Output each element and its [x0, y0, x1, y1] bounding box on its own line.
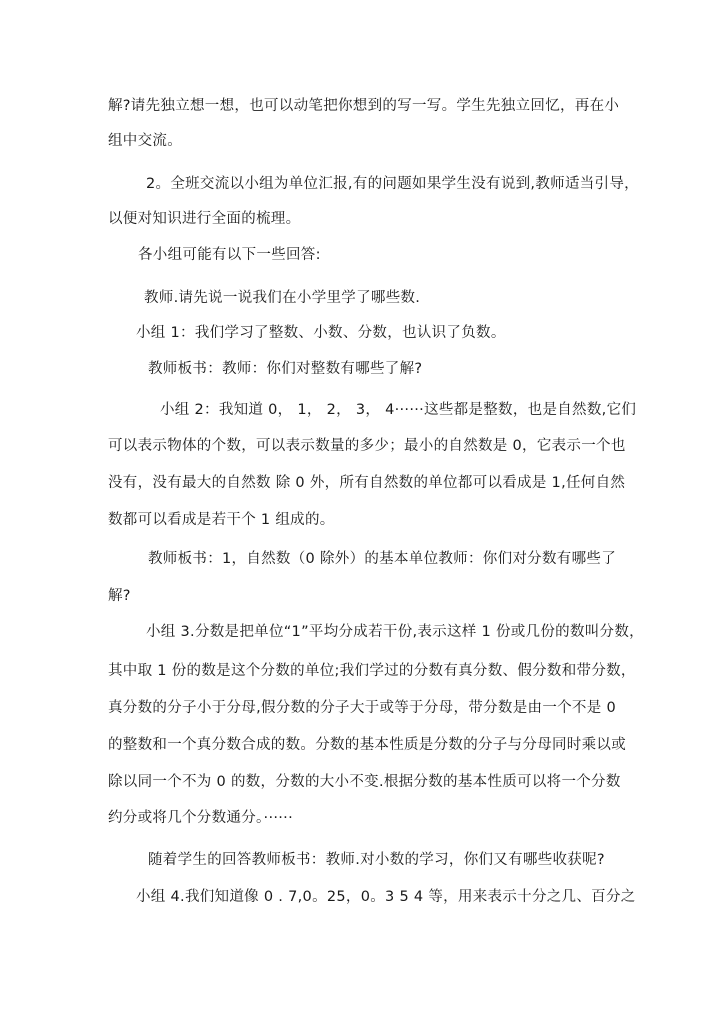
- paragraph-line: 小组 4.我们知道像 0 . 7,0。25，0。3 5 4 等，用来表示十分之几、百分之: [136, 889, 636, 905]
- paragraph-line: 教师.请先说一说我们在小学里学了哪些数.: [144, 290, 421, 306]
- paragraph-line: 随着学生的回答教师板书：教师.对小数的学习，你们又有哪些收获呢?: [148, 852, 605, 868]
- paragraph-line: 真分数的分子小于分母,假分数的分子大于或等于分母，带分数是由一个不是 0: [108, 700, 616, 716]
- paragraph-line: 其中取 1 份的数是这个分数的单位;我们学过的分数有真分数、假分数和带分数，: [108, 663, 636, 679]
- paragraph-line: 解?请先独立想一想，也可以动笔把你想到的写一写。学生先独立回忆，再在小: [108, 98, 620, 114]
- paragraph-line: 解?: [108, 588, 131, 604]
- paragraph-line: 2。全班交流以小组为单位汇报,有的问题如果学生没有说到,教师适当引导，: [146, 176, 639, 192]
- paragraph-line: 数都可以看成是若干个 1 组成的。: [108, 512, 335, 528]
- paragraph-line: 小组 1：我们学习了整数、小数、分数，也认识了负数。: [136, 325, 506, 341]
- paragraph-line: 没有，没有最大的自然数 除 0 外，所有自然数的单位都可以看成是 1,任何自然: [108, 475, 626, 491]
- paragraph-line: 各小组可能有以下一些回答:: [138, 247, 321, 263]
- paragraph-line: 小组 3.分数是把单位“1”平均分成若干份,表示这样 1 份或几份的数叫分数，: [146, 624, 644, 640]
- paragraph-line: 教师板书：教师：你们对整数有哪些了解?: [148, 361, 423, 377]
- paragraph-line: 可以表示物体的个数，可以表示数量的多少；最小的自然数是 0，它表示一个也: [108, 438, 626, 454]
- paragraph-line: 除以同一个不为 0 的数，分数的大小不变.根据分数的基本性质可以将一个分数: [108, 774, 621, 790]
- paragraph-line: 以便对知识进行全面的梳理。: [108, 211, 301, 227]
- paragraph-line: 组中交流。: [108, 133, 182, 149]
- paragraph-line: 教师板书：1，自然数（0 除外）的基本单位教师：你们对分数有哪些了: [148, 551, 616, 567]
- paragraph-line: 的整数和一个真分数合成的数。分数的基本性质是分数的分子与分母同时乘以或: [108, 737, 626, 753]
- paragraph-line: 约分或将几个分数通分。······: [108, 810, 294, 826]
- paragraph-line: 小组 2：我知道 0， 1， 2， 3， 4······这些都是整数，也是自然数,它们: [160, 402, 637, 418]
